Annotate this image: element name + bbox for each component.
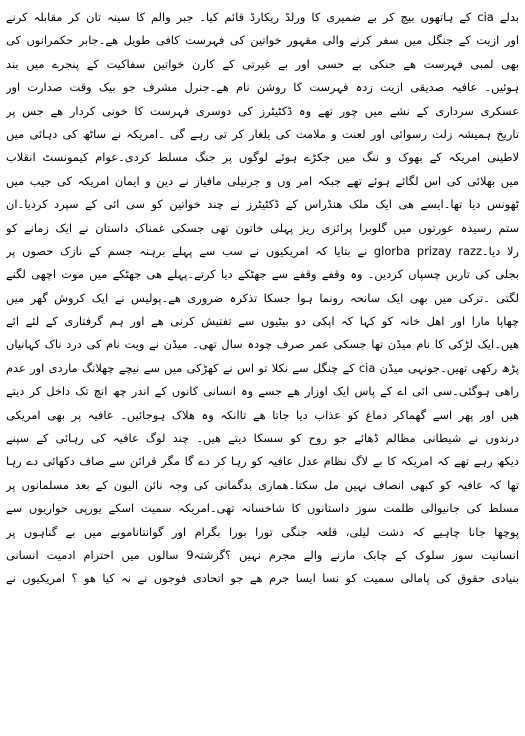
text-line-18: ھیں اور پھر اسے گھماکر دماغ کو عذاب دیا جاتا ھے تاانکہ وہ ھلاک ہوجائیں۔ عافیہ پر بھی امریکی <box>6 407 519 422</box>
text-line-19: درندوں نے شیطانی مظالم ڈھائے جو روح کو سسکا دیتے ھیں۔ چند لوگ عافیہ کی رہائی کے سپنے <box>6 431 519 446</box>
text-line-24: انسانیت سوز سلوک کے چابک مارنے والے مجرم نہیں ؟گزشتہ9 سالوں میں احترام ادمیت انسانی <box>6 547 519 562</box>
text-line-22: مسلط کی جانیوالی ظلمت سوز داستانوں کا شاخسانہ تھی۔امریکہ سمیت اسکے یورپی حواریوں سے <box>6 501 519 516</box>
text-line-10: ستم رسیدہ عورتوں میں گلوبرا پرائزی ریز پہلی خاتون تھی جسکی غمناک داستان نے ایک زمانے کو <box>6 220 519 235</box>
text-line-2: اور ازیت کے جنگل میں سفر کرنے والی مقہور خواتین کی فہرست کافی طویل ھے۔جابر حکمرانوں کی <box>6 33 519 48</box>
text-line-3: بھی لمبی فہرست ھے جنکی بے حسی اور بے غیرتی کے کارن خواتین سفاکیت کے پنجرے میں بند <box>6 56 519 71</box>
text-line-16: پڑھ رکھی تھیں۔جونہی میڈن cia کے چنگل سے نکلا تو اس نے کھڑکی میں سے نیچے چھلانگ ماردی اور عدم <box>6 360 519 375</box>
text-line-12: بجلی کی تاریں چسپاں کردیں۔ وہ وقفے وقفے سے جھٹکے دیا کرتے۔پہلے ھی جھٹکے میں موت اچھی لگنے <box>6 267 519 282</box>
text-line-20: دیکھ رہے تھے کہ امریکہ کا بے لاگ نظام عدل عافیہ کو رہا کر دے گا مگر قرائن سے صاف دکھائی دے رہا <box>6 454 519 469</box>
text-line-23: پوچھا جانا چاہیے کہ دشت لیلی، قلعہ جنگی تورا بورا بگرام اور گوانتاناموبے میں بے گناہوں پر <box>6 524 519 539</box>
text-line-6: تاریخ ہمیشہ زلت رسوائی اور لعنت و ملامت کی یلغار کر تی رہے گی ۔امریکہ نے ساٹھ کی دہائی میں <box>6 126 519 141</box>
text-line-13: لگتی ۔ترکی میں بھی ایک سانحہ رونما ہوا جسکا تذکرہ ضروری ھے۔پولیس نے ایک کروش گھر میں <box>6 290 519 305</box>
text-line-9: ٹھونس دیا تھا۔ایسے ھی ایک ملک ھنڈراس کے ڈکٹیٹرز نے چند خواتین کو سی ائی کے سپرد کردیا۔ان <box>6 197 519 212</box>
text-line-17: راھی ہوگئی۔سی ائی اے کے پاس ایک اوزار ھے جسے وہ انسانی کانوں کے اندر چھ انچ تک داخل کر دیتے <box>6 384 519 399</box>
text-line-25: بنیادی حقوق کی پامالی سمیت کو نسا ایسا جرم ھے جو اتحادی فوجوں نے نہ کیا ھو ؟ امریکیوں نے <box>6 571 519 586</box>
text-line-11: رلا دیا۔glorba prizay razz نے بتایا کہ امریکیوں نے سب سے پہلے برہنہ جسم کے نازک حصوں پر <box>6 243 519 258</box>
text-line-15: ھیں۔ایک لڑکی کا نام میڈن تھا جسکی عمر صرف چودہ سال تھی۔ میڈن نے ویت نام کی درد ناک کہانیاں <box>6 337 519 352</box>
text-line-21: تھا کہ عافیہ کو کبھی انصاف نہیں مل سکتا۔ھماری بدگمانی کی وجہ نائن الیون کے بعد مسلمانوں پر <box>6 477 519 492</box>
text-line-1: بدلے cia کے ہاتھوں بیچ کر بے ضمیری کا ورلڈ ریکارڈ قائم کیا۔ جبر والم کا سینہ تان کر مقابلہ کرنے <box>6 10 519 24</box>
text-line-14: چھاپا مارا اور اھل خانہ کو کہا کہ اپکی دو بیٹیوں سے تفتیش کرنی ھے اور ہم گرفتاری کے لئے ائے <box>6 314 519 329</box>
text-line-7: لاطینی امریکہ کے بھوک و ننگ میں جکڑے ہوئے لوگوں پر جنگ مسلط کردی۔عوام کیمونسٹ انقلاب <box>6 150 519 165</box>
text-line-4: ہوئیں۔ عافیہ صدیقی ازیت زدہ فہرست کا روشن نام ھے۔جنرل مشرف جو بیک وقت صدارت اور <box>6 80 519 95</box>
text-line-5: عسکری سرداری کے نشے میں چور تھے وہ ڈکٹیٹرز کی دوسری فہرست کا خونی کردار ھے جس پر <box>6 103 519 118</box>
text-line-8: میں بھلائی کی اس لگائے ہوئے تھے جبکہ امر وں و جرنیلی مافیاز نے دین و ایمان امریکہ کی جیب میں <box>6 173 519 188</box>
